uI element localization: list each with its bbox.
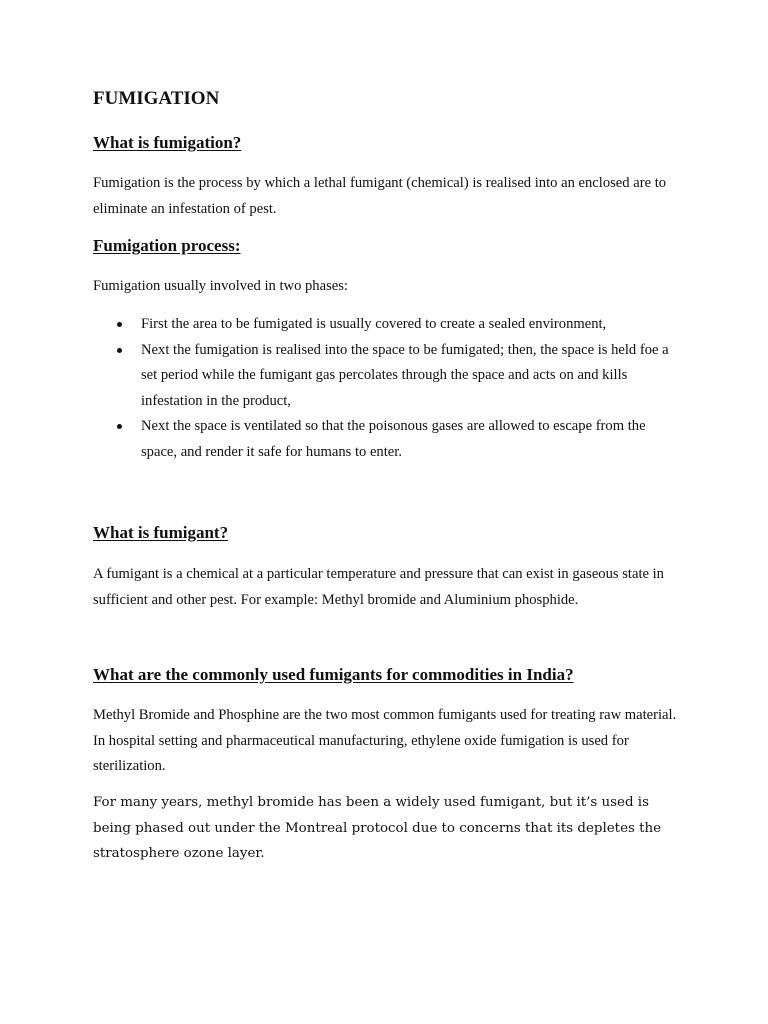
section-paragraph: For many years, methyl bromide has been a widely used fumigant, but it’s used is being phased out under the Montreal protocol due to concerns that its depletes the stratosphere ozone layer. [93,795,662,861]
section-paragraph: Fumigation is the process by which a lethal fumigant (chemical) is realised into an enclosed are to eliminate an infestation of pest. [93,175,667,217]
section-paragraph: A fumigant is a chemical at a particular temperature and pressure that can exist in gaseous state in sufficient and other pest. For example: Methyl bromide and Aluminium phosphide. [93,566,664,608]
section-heading-what-is-fumigation: What is fumigation? [93,133,242,152]
section-paragraph: Methyl Bromide and Phosphine are the two most common fumigants used for treating raw material. In hospital setting and pharmaceutical manufacturing, ethylene oxide fumigation is used for sterilization. [93,707,677,774]
list-item [93,312,678,338]
document-title: FUMIGATION [93,88,220,109]
bullet-icon [117,348,122,353]
section-heading-fumigation-process: Fumigation process: [93,236,241,255]
bullet-icon [117,322,122,327]
list-item-text: Next the space is ventilated so that the poisonous gases are allowed to escape from the space, and render it safe for humans to enter. [141,418,646,460]
list-item [93,338,678,415]
section-paragraph: Fumigation usually involved in two phases: [93,278,348,294]
list-item-text: Next the fumigation is realised into the space to be fumigated; then, the space is held foe a set period while the fumigant gas percolates through the space and acts on and kills infestation in the product, [141,341,669,409]
list-item [93,414,678,465]
list-item-text: First the area to be fumigated is usually covered to create a sealed environment, [141,316,607,332]
section-heading-what-is-fumigant: What is fumigant? [93,523,229,542]
bullet-icon [117,424,122,429]
process-bullet-list [93,312,678,465]
section-heading-common-fumigants-india: What are the commonly used fumigants for commodities in India? [93,665,574,684]
